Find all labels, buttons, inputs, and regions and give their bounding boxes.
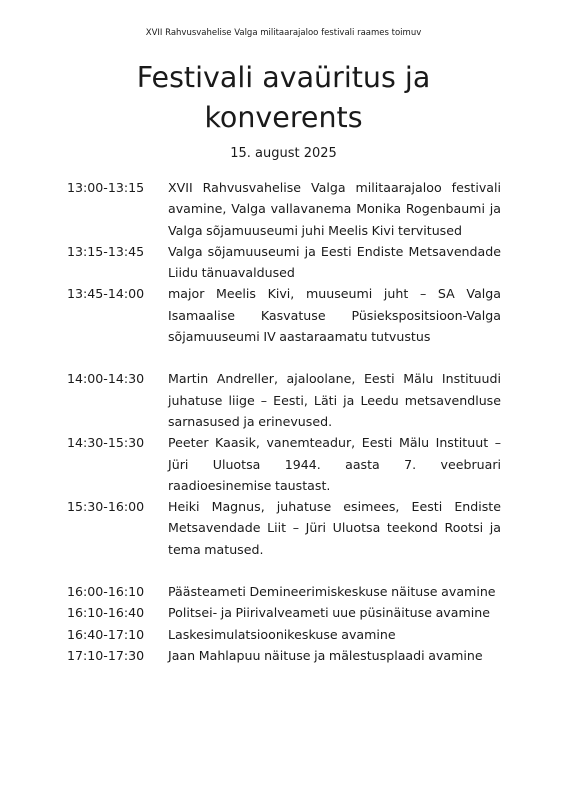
schedule-time: 15:30-16:00 xyxy=(67,499,145,515)
schedule-time: 16:00-16:10 xyxy=(67,584,145,600)
schedule-time: 14:30-15:30 xyxy=(67,435,145,451)
schedule-row xyxy=(67,432,501,496)
schedule-row xyxy=(67,496,501,560)
festival-kicker: XVII Rahvusvahelise Valga militaarajaloo festivali raames toimuv xyxy=(145,28,422,38)
page-title xyxy=(0,58,567,138)
schedule-row xyxy=(67,283,501,347)
schedule-time: 16:40-17:10 xyxy=(67,626,145,642)
schedule-time: 13:00-13:15 xyxy=(67,180,145,195)
schedule-row xyxy=(67,645,501,666)
title-line-2: konverents xyxy=(204,101,363,134)
schedule-description: Päästeameti Demineerimiskeskuse näituse avamine xyxy=(168,584,496,600)
schedule-description: Peeter Kaasik, vanemteadur, Eesti Mälu Instituut – Jüri Uluotsa 1944. aasta 7. veebruari raadioesinemise taustast. xyxy=(168,435,501,493)
event-date: 15. august 2025 xyxy=(230,146,337,161)
schedule-description: major Meelis Kivi, muuseumi juht – SA Valga Isamaalise Kasvatuse Püsiekspositsioon-Valga sõjamuuseumi IV aastaraamatu tutvustus xyxy=(168,286,501,345)
schedule-description: Valga sõjamuuseumi ja Eesti Endiste Metsavendade Liidu tänuavaldused xyxy=(168,243,501,281)
title-line-1: Festivali avaüritus ja xyxy=(136,61,431,94)
schedule-time: 13:15-13:45 xyxy=(67,243,145,259)
schedule-row xyxy=(67,241,501,284)
schedule-time: 16:10-16:40 xyxy=(67,605,145,621)
schedule-row xyxy=(67,177,501,241)
schedule-row xyxy=(67,368,501,432)
schedule-description: Politsei- ja Piirivalveameti uue püsinäituse avamine xyxy=(168,605,490,621)
schedule-description: Martin Andreller, ajaloolane, Eesti Mälu Instituudi juhatuse liige – Eesti, Läti ja Leedu metsavendluse sarnasused ja erinevused. xyxy=(168,371,501,429)
schedule-description: Laskesimulatsioonikeskuse avamine xyxy=(168,626,396,642)
schedule-row xyxy=(67,602,501,623)
schedule-time: 14:00-14:30 xyxy=(67,371,145,387)
schedule-time: 13:45-14:00 xyxy=(67,286,145,302)
schedule-description: XVII Rahvusvahelise Valga militaarajaloo festivali avamine, Valga vallavanema Monika Rogenbaumi ja Valga sõjamuuseumi juhi Meelis Kivi tervitused xyxy=(168,180,501,238)
schedule-description: Heiki Magnus, juhatuse esimees, Eesti Endiste Metsavendade Liit – Jüri Uluotsa teekond Rootsi ja tema matused. xyxy=(168,499,501,557)
schedule-description: Jaan Mahlapuu näituse ja mälestusplaadi avamine xyxy=(168,647,483,663)
schedule-row xyxy=(67,581,501,602)
schedule-time: 17:10-17:30 xyxy=(67,647,145,663)
schedule-list xyxy=(67,177,501,666)
schedule-row xyxy=(67,624,501,645)
